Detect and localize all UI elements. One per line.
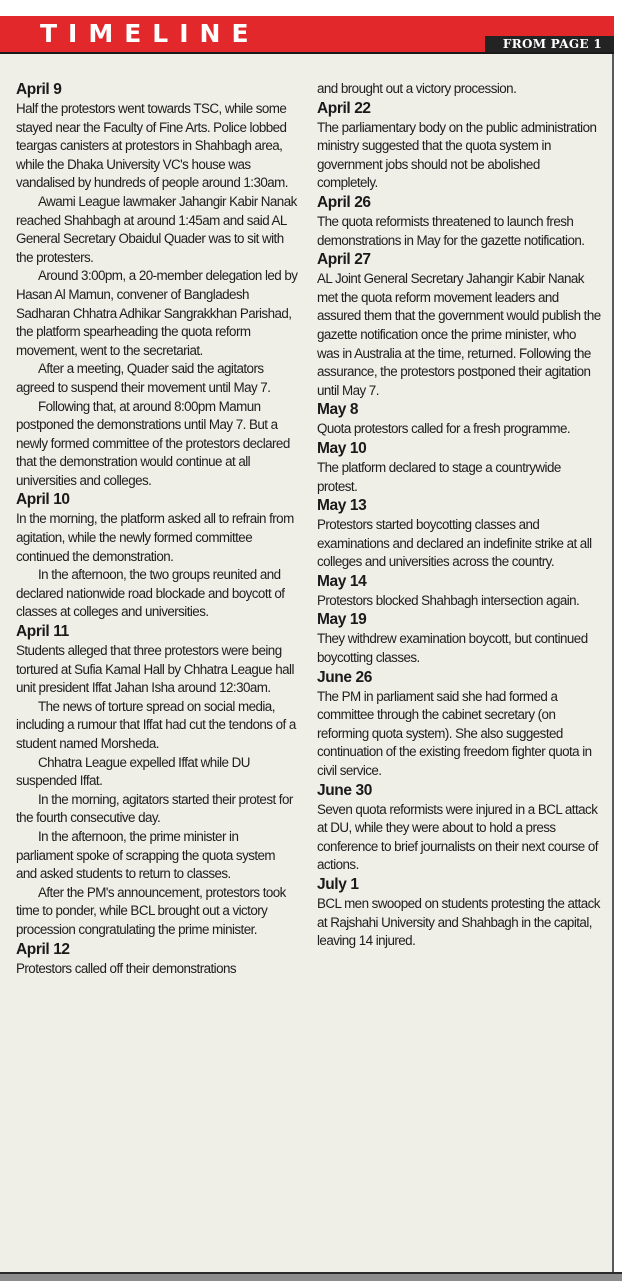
timeline-entry [16,622,298,940]
entry-paragraph: The platform declared to stage a countrywide protest. [317,459,561,494]
timeline-entry [317,99,601,193]
entry-paragraph: Around 3:00pm, a 20-member delegation led by Hasan Al Mamun, convener of Bangladesh Sadharan Chhatra Adhikar Sangrakkhan Parishad, the platform spearheading the quota reform movement, went to the secretariat. [16,268,298,358]
entry-paragraph: Chhatra League expelled Iffat while DU suspended Iffat. [16,754,250,789]
entry-paragraph: Students alleged that three protestors were being tortured at Sufia Kamal Hall by Chhatra League hall unit president Iffat Jahan Isha around 12:30am. [16,643,294,696]
timeline-entry [317,193,601,250]
entry-paragraph: Protestors called off their demonstrations [16,960,237,976]
timeline-entry [317,496,601,572]
entry-date: April 9 [16,81,62,98]
entry-date: July 1 [317,876,359,893]
entry-paragraph: Protestors blocked Shahbagh intersection again. [317,592,580,608]
timeline-entry [317,572,601,611]
entry-date: April 11 [16,623,69,641]
timeline-entry [16,80,298,490]
timeline-entry [317,250,601,400]
entry-date: April 10 [16,491,70,509]
entry-date: June 26 [317,668,372,686]
entry-date: May 10 [317,439,367,457]
entry-paragraph: In the afternoon, the two groups reunited and declared nationwide road blockade and boycott of classes at colleges and universities. [16,567,285,620]
entry-paragraph: The parliamentary body on the public administration ministry suggested that the quota system in government jobs should not be abolished completely. [317,119,597,191]
entry-date: June 30 [317,781,372,799]
entry-date: April 12 [16,940,70,958]
entry-date: April 26 [317,193,371,211]
entry-date: May 14 [317,572,367,590]
timeline-entry [16,940,298,979]
entry-paragraph: In the morning, agitators started their protest for the fourth consecutive day. [16,791,293,826]
entry-date: April 27 [317,251,371,269]
timeline-entry-continued [317,80,601,99]
entry-paragraph: Awami League lawmaker Jahangir Kabir Nanak reached Shahbagh at around 1:45am and said AL General Secretary Obaidul Quader was to sit with the protesters. [16,193,297,265]
timeline-content [0,54,614,1272]
entry-paragraph: Protestors started boycotting classes and examinations and declared an indefinite strike at all colleges and universities across the country. [317,517,592,570]
entry-paragraph: Half the protestors went towards TSC, while some stayed near the Faculty of Fine Arts. Police lobbed teargas canisters at protestors in Shahbagh area, while the Dhaka University VC's house was vandalised by hundreds of people around 1:30am. [16,101,288,191]
entry-paragraph: and brought out a victory procession. [317,81,517,96]
from-page-label: FROM PAGE 1 [485,36,614,52]
timeline-entry [317,668,601,781]
entry-date: May 8 [317,401,359,419]
entry-paragraph: After a meeting, Quader said the agitators agreed to suspend their movement until May 7. [16,361,271,395]
entry-paragraph: The news of torture spread on social media, including a rumour that Iffat had cut the tendons of a student named Morsheda. [16,698,296,751]
entry-paragraph: AL Joint General Secretary Jahangir Kabir Nanak met the quota reform movement leaders and assured them that the government would publish the gazette notification once the prime minister, who was in Australia at the time, returned. Following the assurance, the protestors postponed their agitation until May 7. [317,271,601,398]
entry-date: May 19 [317,611,367,629]
timeline-title: TIMELINE [40,19,260,48]
timeline-entry [317,875,601,951]
entry-paragraph: They withdrew examination boycott, but continued boycotting classes. [317,631,588,666]
timeline-entry [317,439,601,496]
entry-paragraph: In the morning, the platform asked all to refrain from agitation, while the newly formed committee continued the demonstration. [16,511,294,564]
timeline-entry [16,490,298,622]
bottom-rule [0,1272,622,1281]
timeline-entry [317,400,601,439]
entry-paragraph: After the PM's announcement, protestors took time to ponder, while BCL brought out a victory procession congratulating the prime minister. [16,884,286,937]
entry-paragraph: The PM in parliament said she had formed a committee through the cabinet secretary (on reforming quota system). She also suggested continuation of the existing freedom fighter quota in civil service. [317,688,592,779]
right-column [317,80,601,951]
entry-date: May 13 [317,497,367,515]
entry-paragraph: Following that, at around 8:00pm Mamun postponed the demonstrations until May 7. But a newly formed committee of the protestors declared that the demonstration would continue at all universities and colleges. [16,398,290,488]
entry-paragraph: Quota protestors called for a fresh programme. [317,421,571,437]
timeline-entry [317,610,601,667]
entry-paragraph: Seven quota reformists were injured in a BCL attack at DU, while they were about to hold a press conference to brief journalists on their next course of actions. [317,801,598,873]
entry-paragraph: BCL men swooped on students protesting the attack at Rajshahi University and Shahbagh in the capital, leaving 14 injured. [317,896,600,949]
entry-paragraph: The quota reformists threatened to launch fresh demonstrations in May for the gazette notification. [317,213,585,248]
entry-paragraph: In the afternoon, the prime minister in parliament spoke of scrapping the quota system and asked students to return to classes. [16,828,276,882]
entry-date: April 22 [317,99,371,117]
timeline-entry [317,781,601,875]
timeline-header [0,16,614,54]
left-column [16,80,298,978]
